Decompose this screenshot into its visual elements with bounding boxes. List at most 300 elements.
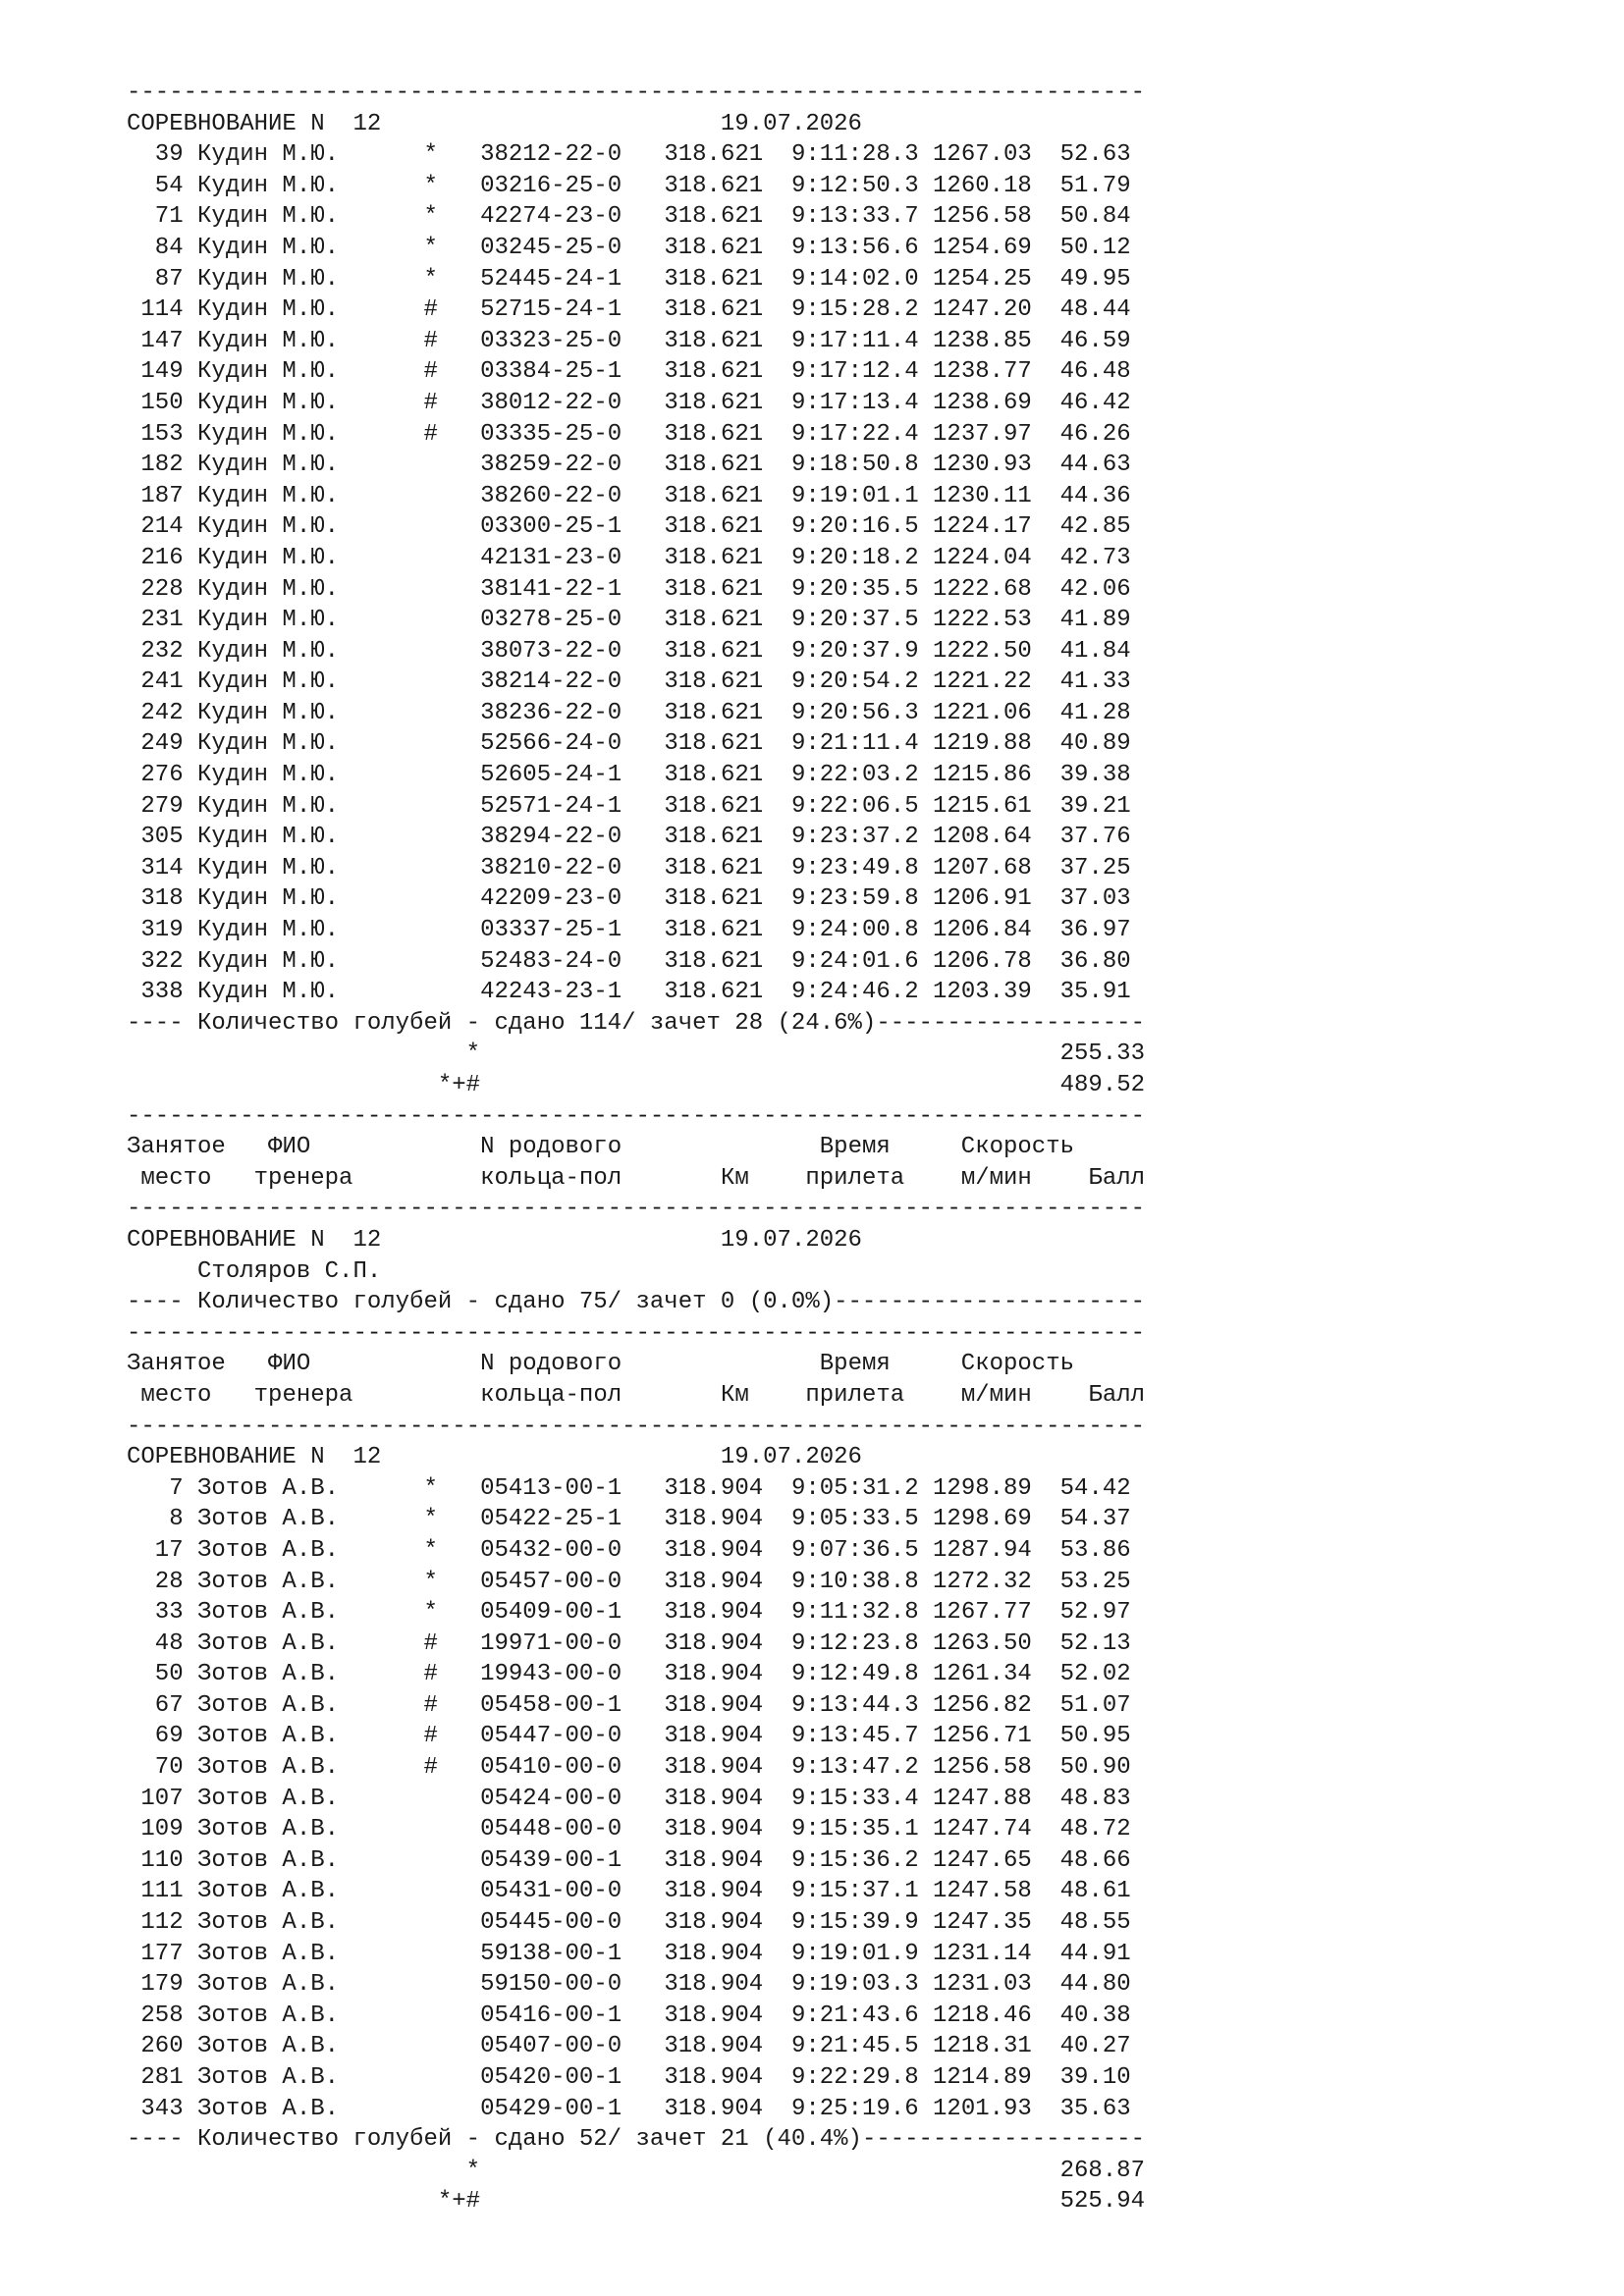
ring-cell: 05413-00-1 (480, 1474, 623, 1502)
trainer-cell: Зотов А.В. (197, 2002, 410, 2029)
result-row (127, 791, 1145, 823)
time-cell: 9:20:54.2 (790, 668, 919, 696)
place-cell: 7 (127, 1474, 184, 1502)
points-cell: 40.27 (1059, 2033, 1131, 2060)
total-label: *+# (437, 1072, 481, 1098)
mark-cell (423, 483, 437, 509)
trainer-cell: Зотов А.В. (197, 1474, 410, 1502)
ring-cell: 05432-00-0 (480, 1536, 623, 1564)
distance-cell: 318.904 (664, 1474, 764, 1502)
ring-cell: 38073-22-0 (480, 637, 623, 665)
result-row (127, 977, 1145, 1008)
speed-cell: 1230.93 (933, 452, 1032, 479)
ring-cell: 52566-24-0 (480, 730, 623, 758)
distance-cell: 318.621 (664, 203, 764, 231)
result-row (127, 760, 1145, 791)
trainer-cell: Зотов А.В. (197, 1536, 410, 1564)
points-cell: 41.28 (1059, 699, 1131, 726)
ring-cell: 05429-00-1 (480, 2095, 623, 2122)
mark-cell (423, 638, 437, 665)
mark-cell: * (423, 172, 438, 199)
speed-cell: 1298.89 (933, 1474, 1032, 1502)
place-cell: 70 (127, 1754, 184, 1782)
ring-cell: 42243-23-1 (480, 979, 623, 1006)
column-header-label: кольца-пол (480, 1164, 623, 1192)
speed-cell: 1238.85 (933, 327, 1032, 354)
mark-cell: * (423, 234, 438, 261)
divider-line: ------------------------------------------------------------------------ (127, 1319, 1145, 1347)
trainer-cell: Кудин М.Ю. (197, 389, 410, 416)
distance-cell: 318.904 (664, 1785, 764, 1812)
distance-cell: 318.904 (664, 1816, 764, 1843)
points-cell: 48.66 (1059, 1846, 1131, 1874)
speed-cell: 1272.32 (933, 1568, 1032, 1595)
summary-line: ---- Количество голубей - сдано 75/ зачет 0 (0.0%)---------------------- (127, 1289, 1145, 1316)
total-label: *+# (437, 2188, 481, 2216)
speed-cell: 1238.77 (933, 358, 1032, 386)
distance-cell: 318.621 (664, 762, 764, 789)
ring-cell: 52605-24-1 (480, 762, 623, 789)
place-cell: 338 (127, 979, 184, 1006)
place-cell: 50 (127, 1661, 184, 1688)
speed-cell: 1215.86 (933, 762, 1032, 789)
trainer-cell: Кудин М.Ю. (197, 265, 410, 293)
ring-cell: 52483-24-0 (480, 947, 623, 975)
points-cell: 37.03 (1059, 885, 1131, 913)
trainer-cell: Кудин М.Ю. (197, 824, 410, 851)
points-cell: 35.63 (1059, 2095, 1131, 2122)
column-header-label: прилета (805, 1381, 905, 1409)
results-report (127, 78, 1145, 2217)
mark-cell: # (423, 1754, 438, 1782)
ring-cell: 03335-25-0 (480, 420, 623, 448)
trainer-cell: Кудин М.Ю. (197, 917, 410, 944)
time-cell: 9:20:18.2 (790, 544, 919, 571)
result-row (127, 636, 1145, 667)
place-cell: 258 (127, 2002, 184, 2029)
ring-cell: 05407-00-0 (480, 2033, 623, 2060)
trainer-cell: Кудин М.Ю. (197, 607, 410, 634)
place-cell: 17 (127, 1536, 184, 1564)
ring-cell: 38214-22-0 (480, 668, 623, 696)
trainer-cell: Зотов А.В. (197, 1846, 410, 1874)
mark-cell (423, 576, 437, 603)
competition-title (127, 109, 1145, 140)
trainer-cell: Кудин М.Ю. (197, 296, 410, 324)
ring-cell: 42274-23-0 (480, 203, 623, 231)
column-header-label: Занятое (127, 1351, 226, 1378)
trainer-cell: Кудин М.Ю. (197, 730, 410, 758)
speed-cell: 1256.82 (933, 1691, 1032, 1719)
column-header-row (127, 1163, 1145, 1195)
result-row (127, 1814, 1145, 1845)
trainer-cell: Кудин М.Ю. (197, 358, 410, 386)
speed-cell: 1256.58 (933, 1754, 1032, 1782)
points-cell: 50.84 (1059, 203, 1131, 231)
trainer-cell: Кудин М.Ю. (197, 979, 410, 1006)
result-row (127, 388, 1145, 419)
time-cell: 9:25:19.6 (790, 2095, 919, 2122)
competition-name: СОРЕВНОВАНИЕ N 12 (127, 110, 382, 137)
result-row (127, 667, 1145, 698)
time-cell: 9:24:00.8 (790, 917, 919, 944)
time-cell: 9:15:35.1 (790, 1816, 919, 1843)
column-header-label: м/мин (960, 1164, 1032, 1192)
trainer-cell: Кудин М.Ю. (197, 885, 410, 913)
speed-cell: 1267.03 (933, 141, 1032, 169)
time-cell: 9:24:46.2 (790, 979, 919, 1006)
ring-cell: 05439-00-1 (480, 1846, 623, 1874)
column-header-label: Время (819, 1351, 891, 1378)
result-row (127, 511, 1145, 543)
time-cell: 9:10:38.8 (790, 1568, 919, 1595)
mark-cell: # (423, 1629, 438, 1657)
result-row (127, 1969, 1145, 2001)
distance-cell: 318.904 (664, 1506, 764, 1533)
column-header-label: кольца-пол (480, 1381, 623, 1409)
column-header-label: N родового (480, 1134, 623, 1161)
distance-cell: 318.904 (664, 1536, 764, 1564)
speed-cell: 1231.14 (933, 1940, 1032, 1967)
mark-cell (423, 793, 437, 820)
speed-cell: 1222.53 (933, 607, 1032, 634)
result-row (127, 171, 1145, 202)
points-cell: 53.86 (1059, 1536, 1131, 1564)
time-cell: 9:20:37.5 (790, 607, 919, 634)
time-cell: 9:17:22.4 (790, 420, 919, 448)
speed-cell: 1218.31 (933, 2033, 1032, 2060)
points-cell: 46.59 (1059, 327, 1131, 354)
divider-line: ------------------------------------------------------------------------ (127, 80, 1145, 106)
column-header-label: тренера (253, 1164, 353, 1192)
distance-cell: 318.904 (664, 1568, 764, 1595)
result-row (127, 1597, 1145, 1629)
speed-cell: 1222.50 (933, 637, 1032, 665)
distance-cell: 318.621 (664, 172, 764, 199)
mark-cell: * (423, 1568, 438, 1595)
mark-cell (423, 2096, 437, 2122)
time-cell: 9:13:44.3 (790, 1691, 919, 1719)
mark-cell (423, 824, 437, 850)
trainer-cell: Кудин М.Ю. (197, 792, 410, 820)
time-cell: 9:23:37.2 (790, 824, 919, 851)
time-cell: 9:23:59.8 (790, 885, 919, 913)
points-cell: 48.55 (1059, 1909, 1131, 1937)
speed-cell: 1247.35 (933, 1909, 1032, 1937)
place-cell: 111 (127, 1878, 184, 1905)
ring-cell: 05424-00-0 (480, 1785, 623, 1812)
result-row (127, 1721, 1145, 1752)
trainer-cell: Кудин М.Ю. (197, 854, 410, 881)
place-cell: 242 (127, 699, 184, 726)
result-row (127, 201, 1145, 233)
time-cell: 9:07:36.5 (790, 1536, 919, 1564)
distance-cell: 318.621 (664, 296, 764, 324)
ring-cell: 52715-24-1 (480, 296, 623, 324)
ring-cell: 05431-00-0 (480, 1878, 623, 1905)
mark-cell: * (423, 141, 438, 169)
mark-cell: # (423, 1723, 438, 1750)
distance-cell: 318.621 (664, 885, 764, 913)
points-cell: 48.61 (1059, 1878, 1131, 1905)
divider-line: ------------------------------------------------------------------------ (127, 1102, 1145, 1130)
distance-cell: 318.904 (664, 1940, 764, 1967)
trainer-cell: Зотов А.В. (197, 2033, 410, 2060)
time-cell: 9:23:49.8 (790, 854, 919, 881)
distance-cell: 318.904 (664, 2064, 764, 2091)
distance-cell: 318.621 (664, 854, 764, 881)
column-header-label: Время (819, 1134, 891, 1161)
speed-cell: 1247.74 (933, 1816, 1032, 1843)
place-cell: 214 (127, 513, 184, 541)
time-cell: 9:13:56.6 (790, 234, 919, 261)
speed-cell: 1215.61 (933, 792, 1032, 820)
time-cell: 9:15:37.1 (790, 1878, 919, 1905)
points-cell: 46.26 (1059, 420, 1131, 448)
column-header-label: Скорость (960, 1351, 1075, 1378)
ring-cell: 05422-25-1 (480, 1506, 623, 1533)
column-header-label: место (140, 1164, 212, 1192)
trainer-cell: Зотов А.В. (197, 1723, 410, 1750)
speed-cell: 1287.94 (933, 1536, 1032, 1564)
place-cell: 276 (127, 762, 184, 789)
speed-cell: 1254.25 (933, 265, 1032, 293)
distance-cell: 318.904 (664, 1754, 764, 1782)
place-cell: 314 (127, 854, 184, 881)
points-cell: 39.21 (1059, 792, 1131, 820)
points-cell: 35.91 (1059, 979, 1131, 1006)
distance-cell: 318.621 (664, 234, 764, 261)
place-cell: 69 (127, 1723, 184, 1750)
place-cell: 231 (127, 607, 184, 634)
points-cell: 52.97 (1059, 1599, 1131, 1627)
ring-cell: 05416-00-1 (480, 2002, 623, 2029)
place-cell: 110 (127, 1846, 184, 1874)
mark-cell (423, 855, 437, 881)
trainer-cell: Зотов А.В. (197, 1785, 410, 1812)
place-cell: 54 (127, 172, 184, 199)
distance-cell: 318.621 (664, 389, 764, 416)
result-row (127, 1876, 1145, 1907)
time-cell: 9:17:12.4 (790, 358, 919, 386)
speed-cell: 1207.68 (933, 854, 1032, 881)
total-label: * (465, 1041, 481, 1068)
distance-cell: 318.904 (664, 2033, 764, 2060)
result-row (127, 883, 1145, 915)
mark-cell (423, 762, 437, 788)
result-row (127, 1567, 1145, 1598)
mark-cell (423, 1847, 437, 1874)
distance-cell: 318.904 (664, 1846, 764, 1874)
speed-cell: 1247.88 (933, 1785, 1032, 1812)
speed-cell: 1222.68 (933, 575, 1032, 603)
ring-cell: 59138-00-1 (480, 1940, 623, 1967)
trainer-cell: Кудин М.Ю. (197, 699, 410, 726)
points-cell: 41.89 (1059, 607, 1131, 634)
points-cell: 44.36 (1059, 482, 1131, 509)
trainer-cell: Зотов А.В. (197, 1878, 410, 1905)
total-line (127, 1039, 1145, 1070)
place-cell: 319 (127, 917, 184, 944)
result-row (127, 481, 1145, 512)
time-cell: 9:17:11.4 (790, 327, 919, 354)
trainer-cell: Зотов А.В. (197, 1754, 410, 1782)
result-row (127, 419, 1145, 451)
points-cell: 49.95 (1059, 265, 1131, 293)
place-cell: 39 (127, 141, 184, 169)
result-row (127, 698, 1145, 729)
trainer-cell: Кудин М.Ю. (197, 172, 410, 199)
place-cell: 67 (127, 1691, 184, 1719)
speed-cell: 1298.69 (933, 1506, 1032, 1533)
result-row (127, 326, 1145, 357)
place-cell: 149 (127, 358, 184, 386)
place-cell: 153 (127, 420, 184, 448)
trainer-cell: Кудин М.Ю. (197, 420, 410, 448)
points-cell: 39.38 (1059, 762, 1131, 789)
place-cell: 150 (127, 389, 184, 416)
mark-cell: * (423, 1599, 438, 1627)
points-cell: 50.95 (1059, 1723, 1131, 1750)
ring-cell: 19943-00-0 (480, 1661, 623, 1688)
speed-cell: 1203.39 (933, 979, 1032, 1006)
column-header-label: Км (720, 1164, 749, 1192)
result-row (127, 822, 1145, 853)
speed-cell: 1214.89 (933, 2064, 1032, 2091)
column-header-label: прилета (805, 1164, 905, 1192)
place-cell: 114 (127, 296, 184, 324)
distance-cell: 318.621 (664, 699, 764, 726)
points-cell: 46.42 (1059, 389, 1131, 416)
result-row (127, 946, 1145, 978)
time-cell: 9:15:33.4 (790, 1785, 919, 1812)
points-cell: 50.90 (1059, 1754, 1131, 1782)
distance-cell: 318.621 (664, 637, 764, 665)
speed-cell: 1206.84 (933, 917, 1032, 944)
distance-cell: 318.621 (664, 607, 764, 634)
result-row (127, 356, 1145, 388)
total-line (127, 1070, 1145, 1101)
result-row (127, 1845, 1145, 1877)
speed-cell: 1221.06 (933, 699, 1032, 726)
mark-cell: # (423, 389, 438, 416)
column-header-label: N родового (480, 1351, 623, 1378)
place-cell: 216 (127, 544, 184, 571)
mark-cell (423, 2002, 437, 2029)
result-row (127, 1752, 1145, 1784)
result-row (127, 728, 1145, 760)
competition-date: 19.07.2026 (720, 110, 862, 137)
ring-cell: 38294-22-0 (480, 824, 623, 851)
points-cell: 41.84 (1059, 637, 1131, 665)
ring-cell: 05448-00-0 (480, 1816, 623, 1843)
competition-name: СОРЕВНОВАНИЕ N 12 (127, 1444, 382, 1471)
trainer-cell: Кудин М.Ю. (197, 482, 410, 509)
mark-cell (423, 885, 437, 912)
points-cell: 54.42 (1059, 1474, 1131, 1502)
place-cell: 177 (127, 1940, 184, 1967)
time-cell: 9:22:03.2 (790, 762, 919, 789)
column-header-label: Балл (1088, 1164, 1146, 1192)
points-cell: 51.79 (1059, 172, 1131, 199)
mark-cell: # (423, 327, 438, 354)
distance-cell: 318.904 (664, 1723, 764, 1750)
trainer-cell: Кудин М.Ю. (197, 575, 410, 603)
place-cell: 109 (127, 1816, 184, 1843)
points-cell: 42.73 (1059, 544, 1131, 571)
speed-cell: 1254.69 (933, 234, 1032, 261)
total-value: 268.87 (1059, 2157, 1145, 2184)
time-cell: 9:24:01.6 (790, 947, 919, 975)
column-header-row (127, 1132, 1145, 1163)
speed-cell: 1206.91 (933, 885, 1032, 913)
trainer-cell: Кудин М.Ю. (197, 762, 410, 789)
mark-cell (423, 700, 437, 726)
distance-cell: 318.621 (664, 979, 764, 1006)
mark-cell: * (423, 265, 438, 293)
column-header-row (127, 1380, 1145, 1412)
points-cell: 44.80 (1059, 1971, 1131, 1999)
trainer-cell: Кудин М.Ю. (197, 668, 410, 696)
trainer-cell: Зотов А.В. (197, 1661, 410, 1688)
speed-cell: 1261.34 (933, 1661, 1032, 1688)
trainer-cell: Кудин М.Ю. (197, 513, 410, 541)
mark-cell (423, 979, 437, 1005)
competition-title (127, 1225, 1145, 1256)
result-row (127, 574, 1145, 606)
summary-text: Количество голубей - сдано 75/ зачет 0 (0.0%) (197, 1289, 835, 1316)
trainer-cell: Зотов А.В. (197, 1940, 410, 1967)
trainer-cell: Кудин М.Ю. (197, 637, 410, 665)
competition-date: 19.07.2026 (720, 1226, 862, 1254)
column-header-label: тренера (253, 1381, 353, 1409)
points-cell: 46.48 (1059, 358, 1131, 386)
place-cell: 228 (127, 575, 184, 603)
ring-cell: 59150-00-0 (480, 1971, 623, 1999)
points-cell: 39.10 (1059, 2064, 1131, 2091)
total-value: 525.94 (1059, 2188, 1145, 2216)
trainer-cell: Зотов А.В. (197, 1568, 410, 1595)
points-cell: 44.91 (1059, 1940, 1131, 1967)
distance-cell: 318.904 (664, 1691, 764, 1719)
place-cell: 179 (127, 1971, 184, 1999)
time-cell: 9:15:39.9 (790, 1909, 919, 1937)
trainer-cell: Зотов А.В. (197, 1691, 410, 1719)
time-cell: 9:20:16.5 (790, 513, 919, 541)
points-cell: 40.89 (1059, 730, 1131, 758)
ring-cell: 05409-00-1 (480, 1599, 623, 1627)
column-header-label: ФИО (268, 1134, 311, 1161)
mark-cell (423, 1971, 437, 1998)
ring-cell: 38260-22-0 (480, 482, 623, 509)
result-row (127, 543, 1145, 574)
place-cell: 84 (127, 234, 184, 261)
trainer-cell: Зотов А.В. (197, 1506, 410, 1533)
distance-cell: 318.621 (664, 265, 764, 293)
ring-cell: 03300-25-1 (480, 513, 623, 541)
distance-cell: 318.621 (664, 575, 764, 603)
mark-cell (423, 452, 437, 478)
total-line (127, 2186, 1145, 2217)
ring-cell: 42131-23-0 (480, 544, 623, 571)
distance-cell: 318.621 (664, 544, 764, 571)
result-row (127, 2094, 1145, 2125)
points-cell: 36.80 (1059, 947, 1131, 975)
place-cell: 87 (127, 265, 184, 293)
points-cell: 44.63 (1059, 452, 1131, 479)
distance-cell: 318.904 (664, 1629, 764, 1657)
distance-cell: 318.621 (664, 792, 764, 820)
